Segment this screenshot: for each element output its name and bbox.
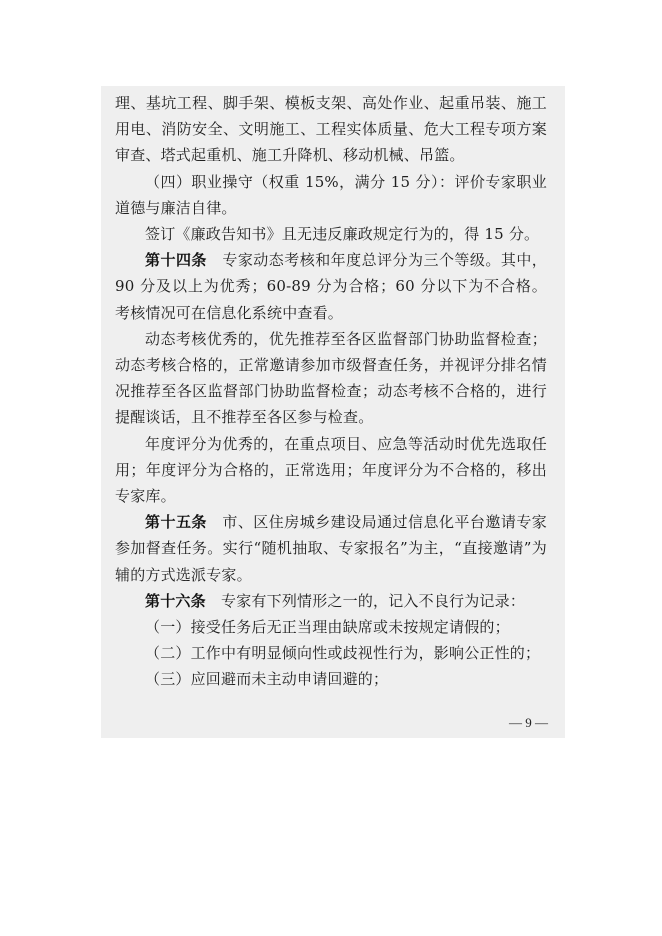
article-15 xyxy=(115,509,547,588)
article-heading: 第十五条 xyxy=(145,513,207,532)
paragraph-2 xyxy=(115,169,547,221)
paragraph-text: 动态考核优秀的，优先推荐至各区监督部门协助监督检查；动态考核合格的，正常邀请参加市级督查任务，并视评分排名情况推荐至各区监督部门协助监督检查；动态考核不合格的，进行提醒谈话，且不推荐至各区参与检查。 xyxy=(115,329,547,427)
page-number: — 9 — xyxy=(509,715,548,730)
paragraph-3 xyxy=(115,221,547,247)
paragraph-text: 理、基坑工程、脚手架、模板支架、高处作业、起重吊装、施工用电、消防安全、文明施工、工程实体质量、危大工程专项方案审查、塔式起重机、施工升降机、移动机械、吊篮。 xyxy=(115,94,547,165)
list-item-2 xyxy=(115,640,547,666)
article-heading: 第十四条 xyxy=(145,251,207,270)
paragraph-text: 市、区住房城乡建设局通过信息化平台邀请专家参加督查任务。实行“随机抽取、专家报名”为主，“直接邀请”为辅的方式选派专家。 xyxy=(115,513,547,584)
paragraph-text: 签订《廉政告知书》且无违反廉政规定行为的，得 15 分。 xyxy=(145,225,540,244)
paragraph-text: 年度评分为优秀的，在重点项目、应急等活动时优先选取任用；年度评分为合格的，正常选用；年度评分为不合格的，移出专家库。 xyxy=(115,434,547,506)
paragraph-text: （四）职业操守（权重 15%，满分 15 分）：评价专家职业道德与廉洁自律。 xyxy=(115,172,547,217)
paragraph-text: （一）接受任务后无正当理由缺席或未按规定请假的； xyxy=(145,618,510,637)
paragraph-1 xyxy=(115,90,547,169)
article-14 xyxy=(115,247,547,326)
paragraph-text: （二）工作中有明显倾向性或歧视性行为，影响公正性的； xyxy=(145,644,541,663)
article-heading: 第十六条 xyxy=(145,591,206,610)
paragraph-text: 专家有下列情形之一的，记入不良行为记录： xyxy=(205,591,526,610)
paragraph-text: （三）应回避而未主动申请回避的； xyxy=(145,670,389,689)
article-16 xyxy=(115,588,547,614)
list-item-3 xyxy=(115,666,547,692)
paragraph-text: 专家动态考核和年度总评分为三个等级。其中，90 分及以上为优秀；60-89 分为合格；60 分以下为不合格。考核情况可在信息化系统中查看。 xyxy=(115,251,547,322)
document-body xyxy=(115,90,547,693)
paragraph-5 xyxy=(115,326,547,431)
list-item-1 xyxy=(115,614,547,640)
paragraph-6 xyxy=(115,431,547,510)
